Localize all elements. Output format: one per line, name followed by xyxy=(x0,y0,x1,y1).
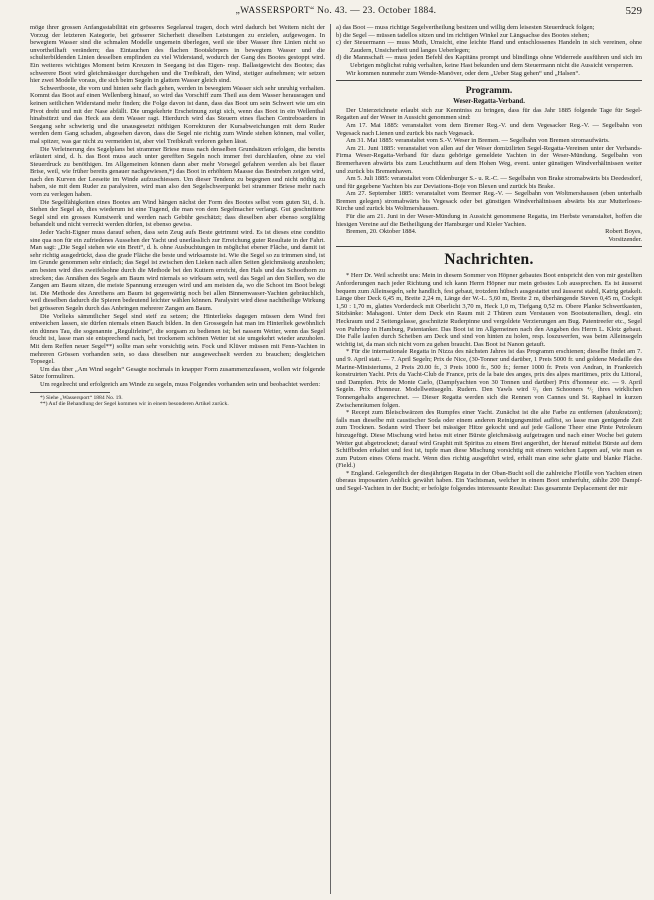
left-column xyxy=(30,24,325,896)
programm-heading: Programm. xyxy=(465,86,513,97)
article-paragraph: Jeder Yacht-Eigner muss darauf sehen, dass sein Zeug aufs Beste getrimmt wird. Es ist dieses eine conditio sine qua non für ein zufriedenes Aussehen der Yacht und unerlässlich zur Erreichung guter Resultate in der Fahrt. Man sagt: „Die Segel stehen wie ein Brett“, d. h. ohne Ausbuchtungen in möglichst ebener Fläche, und damit ist sehr richtig ausgedrückt, dass die grade Fläche die beste und wirksamste ist. Wie die Segel so zu trimmen sind, ist im Grunde genommen sehr einfach; das Segel ist zwischen den Lieken nach allen Seiten gleichmässig anzuholen; am besten wird dies zweifelsohne durch die Methode bei den Kuttern erreicht, den Hals und das Schoothorn zu strecken; das Annähen des Segels am Baum wird niemals so wirksam sein, weil das Segel an den Stellen, wo die Zangen am Baum sitzen, die meiste Spannung erzeugen wird und am meisten da, wo die Schoot im Boot belegt ist. Die Methode des Anreihens am Baum ist gegenwärtig noch bei allen Binnenwasser-Yachten gebräuchlich, weil dieselben dadurch die Spieren bedeutend leichter wählen können. Paralysirt wird diese nachtheilige Wirkung bei grösseren Segeln durch das Anbringen mehrerer Zangen am Baum. xyxy=(30,229,325,312)
running-title: „WASSERSPORT“ No. 43. — 23. October 1884. xyxy=(235,6,437,16)
article-paragraph: Die Segelfähigkeiten eines Bootes am Wind hängen nächst der Form des Bootes selbst vom guten Sit, d. h. Stehen der Segel ab, dies wiederum ist eine Tugend, die man von dem Segelmacher verlangt. Gut geschnittene Segel sind ein grosses Kunstwerk und werden nach Gebühr geschätzt; dass dieselben aber ebenso sorgfältig behandelt und nicht verreckt werden dürfen, ist ebenso gewiss. xyxy=(30,198,325,229)
news-item: * Herr Dr. Weil schreibt uns: Mein in diesem Sommer von Höpner gebautes Boot entspricht den von mir gestellten Anforderungen nach jeder Richtung und ich kann Herrn Höpner nur mein grösstes Lob aussprechen. Es ist äusserst bequem zum Alleinsegeln, sehr handlich, fest gebaut, trotzdem hübsch ausgestattet und äusserst stabil, Katrig getakelt. Länge über Deck 6,45 m, Breite 2,24 m, Länge der W.-L. 5,60 m, Breite 2 m, überhängende Steven 0,45 m, Cockpit 1,50 : 1,70 m, glattes Vorderdeck mit Oberlicht 3,70 m, Heck 1,0 m, Tiefgang 0,52 m. Obere Planke Schwertkasten, Sitzbänke: Mahagoni. Unter dem Deck ein Raum mit 2 Thüren zum Verstauen von Bootsutensilien, desgl. ein Heckraum und 2 Seitengelasse, geschnitzte Ruderpinne und vergoldete Verzierungen am Bug. Patentreefer etc., Segel von Puhrhop in Hamburg, Patentanker. Das Boot ist im Allgemeinen nach den Angaben des Herrn L. Klotz gebaut. Die Falle laufen durch Scheiben am Deck und sind von hinten zu holen, resp. loszuwerfen, was beim Alleinsegeln wichtig ist, da man sich nicht vorn zu gehen braucht. Das Boot ist Nanon getauft. xyxy=(336,272,642,348)
news-item: * Für die internationale Regatta in Nizza des nächsten Jahres ist das Programm erschienen; dieselbe findet am 7. und 9. April statt. — 7. April Segeln; Prix de Nice, (30-Tonner und darüber, 1 Preis 5000 fr. und goldene Medaille des Marine-Ministeriums, 2 Preis 20.00 fr., 3 Preis 1000 fr., 500 fr.; ferner 1000 fr. Preis von Andran, in Frankreich konstruirten Yacht. Prix du Yacht-Club de France, prix de la baie des anges, prix des alpes maritimes, prix du Littoral, und Dampfen. Prix de Monte Carlo, (Dampfyachten von 30 Tonnen und darüber) Prix d'honneur etc. — 9. April Segeln. Prix d'honneur. Modellwettsegeln. Rudern. Den Yawls wird ²/₃ den Schooners ⁴/₅ ihres wirklichen Tonnengehalts angerechnet. — Dieser Regatta werden sich die Rennen von Cannes und St. Raphael in kurzen Zwischenräumen folgen. xyxy=(336,348,642,409)
column-divider xyxy=(330,24,331,894)
footnote-rule xyxy=(30,392,110,393)
page-header xyxy=(30,6,642,22)
article-paragraph: Um das über „Am Wind segeln“ Gesagte nochmals in knapper Form zusammenzufassen, wollen wir folgende Sätze formuliren. xyxy=(30,365,325,381)
programm-paragraph: Für die am 21. Juni in der Weser-Mündung in Aussicht genommene Regatta, im Herbste veranstaltet, hoffen die hiesigen Vereine auf die Betheiligung der Hamburger und Kieler Yachten. xyxy=(336,213,642,228)
programm-paragraph: Am 27. September 1885: veranstaltet vom Bremer Reg.-V. — Segelbahn von Woltmershausen (eben unterhalb Bremen gelegen) stromabwärts bis Vegesack oder bei günstigen Windverhältnissen abwärts bis zur Mutterloses-Kirche und zurück bis Woltmershausen. xyxy=(336,190,642,213)
list-item: b) die Segel — müssen tadellos sitzen und im richtigen Winkel zur Längsachse des Bootes stehen; xyxy=(336,31,590,39)
programm-paragraph: Der Unterzeichnete erlaubt sich zur Kenntniss zu bringen, dass für das Jahr 1885 folgende Tage für Segel-Regatten auf der Weser in Aussicht genommen sind: xyxy=(336,106,642,122)
article-paragraph: möge ihrer grossen Anfangsstabilität ein grösseres Segelareal tragen, doch wird dadurch bei Weitem nicht der Vorzug der letzteren Kategorie, bei grösserer Sicherheit dieselben Leistungen zu erzielen, aufgewogen. In bewegtem Wasser sind die schmalen Modelle ungemein überlegen, weil sie über Wasser ihre Linien nicht so unvortheilhaft verändern; das Eintauchen des flachen Bootskörpers in bewegtem Wasser und die schulterbildenden Linien desselben empfinden zu viel Widerstand, wodurch der Gang des Bootes gestoppt wird. Ein weiteres wichtiges Moment beim Kreuzen in Seegang ist das Eigen- resp. Ballastgewicht des Bootes; das schwerere Boot wird gleichmässiger durchgehen und die Treibkraft, den Wind, stetiger aufnehmen; wir setzen hier zwei Modelle voraus, die sich beim Segeln in glattem Wasser gleich sind. xyxy=(30,24,325,85)
nachrichten-heading: Nachrichten. xyxy=(444,251,534,269)
list-item: a) das Boot — muss richtige Segelvertheilung besitzen und willig dem leisesten Steuerdruck folgen; xyxy=(336,24,595,31)
article-paragraph: Schwertboote, die vorn und hinten sehr flach gehen, werden in bewegtem Wasser sich sehr unruhig verhalten. Kommt das Boot auf einen Wellenberg hinauf, so wird das Vorschiff zum Theil aus dem Wasser herausragen und keinen seitlichen Widerstand mehr finden; die Folge davon ist dann, dass das Boot um sein Schwert wie um ein Pivot dreht und mit der Nase abfällt. Die umgekehrte Erscheinung zeigt sich, wenn das Boot in ein Wellenthal hinabstürzt und das Heck aus dem Wasser ragt. Hierdurch wird das Steuern eines flachen Centreboarders in Seegang sehr schwierig und die unausgesetzt nöthigen Korrekturen der Kursabweichungen mit dem Ruder werden dem Gang schaden, abgesehen davon, dass die Segel nie richtig zum Winde stehen können, mal voller, mal spitzer, was gar nicht zu vermeiden ist, aber viel Treibkraft verloren gehen lässt. xyxy=(30,84,325,145)
list-item: c) der Steuermann — muss Muth, Umsicht, eine leichte Hand und entschlossenes Handeln in sich vereinen, ohne Zaudern, Unsicherheit und langes Ueberlegen; xyxy=(336,39,642,54)
programm-paragraph: Am 5. Juli 1885: veranstaltet vom Oldenburger S.- u. R.-C. — Segelbahn von Brake stromabwärts bis Deedesdorf, und für gegebene Yachten bis zur Deviations-Boje von Blexen und zurück bis Brake. xyxy=(336,175,642,190)
right-column xyxy=(336,24,642,896)
article-paragraph: Um regelrecht und erfolgreich am Winde zu segeln, muss Folgendes vorhanden sein und beobachtet werden: xyxy=(40,380,321,388)
programm-paragraph: Am 17. Mai 1885: veranstaltet vom dem Bremer Reg.-V. und dem Vegesacker Reg.-V. — Segelbahn von Vegesack nach Lienen und zurück bis nach Vegesack. xyxy=(336,121,642,137)
news-item: * Recept zum Bleischwärzen des Rumpfes einer Yacht. Zunächst ist die alte Farbe zu entfernen (abzukratzen); falls man dieselbe mit caustischer Soda oder einem anderen Reinigungsmittel auflöst, so lasse man genügende Zeit zum Trocknen. Sodann wird Theer bei mässiger Hitze gekocht und auf jede Gallone Theer eine Pinte Petroleum hinzugefügt. Diese Mischung wird heiss mit einer Bürste gleichmässig aufgetragen und nach einer Woche bei gutem Wetter gut abgetrocknet; darauf wird Graphit mit Spiritus zu einem Brei angerührt, der hierauf mittelst Bürste auf dem Schiffboden erkaltet und fest ist, tupfe man diese Mischung vorsichtig mit einem weichen Lappen auf, wie man es zum Putzen eines Ofens macht. Wenn dies richtig ausgeführt wird, erhält man eine sehr glatte und blanke Fläche. (Field.) xyxy=(336,409,642,470)
programm-paragraph: Am 21. Juni 1885: veranstaltet von allen auf der Weser domizilirten Segel-Regatta-Vereinen unter der Verbands-Firma Weser-Regatta-Verband für dazu gehörige gemeldete Yachten in der Weser-Mündung. Segelbahn von Bremerhaven abwärts bis zum Leuchtthurm auf dem Hohen Weg, event. unter günstigen Windverhältnissen weiter und zurück bis Bremenhaven. xyxy=(336,144,642,175)
programm-date: Bremen, 20. Oktober 1884. xyxy=(346,228,417,236)
programm-paragraph: Am 31. Mai 1885: veranstaltet vom S.-V. Weser in Bremen. — Segelbahn von Bremen stromaufwärts. xyxy=(346,137,610,145)
programm-subheading: Weser-Regatta-Verband. xyxy=(453,98,525,106)
programm-signature-role: Vorsitzender. xyxy=(608,235,642,243)
programm-dateline xyxy=(336,228,642,236)
page-number: 529 xyxy=(625,5,642,17)
section-divider xyxy=(336,80,642,81)
rules-list xyxy=(336,24,642,70)
news-item: * England. Gelegentlich der diesjährigen Regatta in der Oban-Bucht soll die zahlreiche Flotille von Yachten einen überaus imposanten Anblick gewährt haben. Ein Yachtsman, welcher in einem Boot umherfuhr, zählte 200 Dampf- und Segel-Yachten in der Bucht; er befolgte folgendes interessante Resultat: Das gesammte Deplacement der mir xyxy=(336,469,642,493)
closing-paragraph: Wir kommen nunmehr zum Wende-Manöver, oder dem „Ueber Stag gehen“ und „Halsen“. xyxy=(346,69,580,77)
section-divider xyxy=(336,246,642,247)
article-paragraph: Die Verleinerung des Segelplans bei strammer Briese muss nach denselben Grundsätzen erfolgen, die bereits erläutert sind, d. h. das Boot muss auch unter gerefften Segeln noch immer frei durchlaufen, ohne zu viel Steuerdruck zu benöthigen. Im Allgemeinen können dann aber mehr Vorsegel gefahren werden als bei flauer Brise, weil, wie früher bereits genauer nachgewiesen,*) das Boot in erhöhtem Maasse das Bestreben zeigen wird, nach den Kurven der Leeseite im Winde aufzuschiessen. Um dieser Tendenz zu begegnen und nicht nöthig zu haben, sie mit dem Ruder zu paralysiren, wird man also den Segelschwerpunkt bei strammer Briese mehr nach vorn zu verlegen haben. xyxy=(30,145,325,199)
footnote: *) Siehe „Wassersport“ 1884 No. 19. xyxy=(40,394,123,401)
article-paragraph: Die Vorlieks sämmtlicher Segel sind steif zu setzen; die Hinterlieks dagegen müssen dem Wind frei entweichen lassen, sie dürfen niemals einen Bauch bilden. In den Grossegeln hat man im Hinterliek gewöhnlich ein dünnes Tau, die sogenannte „Regulirleine“, die sorgsam zu bedienen ist; bei nassem Wetter, wenn das Segel feucht ist, lasse man sie entsprechend nach, bei trockenem schönen Wetter ist sie umgekehrt wieder anzuholen. Mit dem Reffen neuer Segel**) sollte man sehr vorsichtig sein. Fock und Klüver müssen mit Fenn-Yachten in mehreren Grössen vorhanden sein, so dass dieselben nur ausgewechselt werden zu brauchen; desgleichen Topsegel. xyxy=(30,312,325,366)
programm-signature: Robert Boyes, xyxy=(605,228,642,236)
footnote: **) Auf die Behandlung der Segel kommen wir in einem besonderen Artikel zurück. xyxy=(40,401,229,408)
list-item: d) die Mannschaft — muss jeden Befehl des Kapitäns prompt und blindlings ohne Widerrede ausführen und sich im Uebrigen möglichst ruhig verhalten, keine Hast bekunden und dem Steuermann nicht die Aussicht versperren. xyxy=(336,54,642,69)
